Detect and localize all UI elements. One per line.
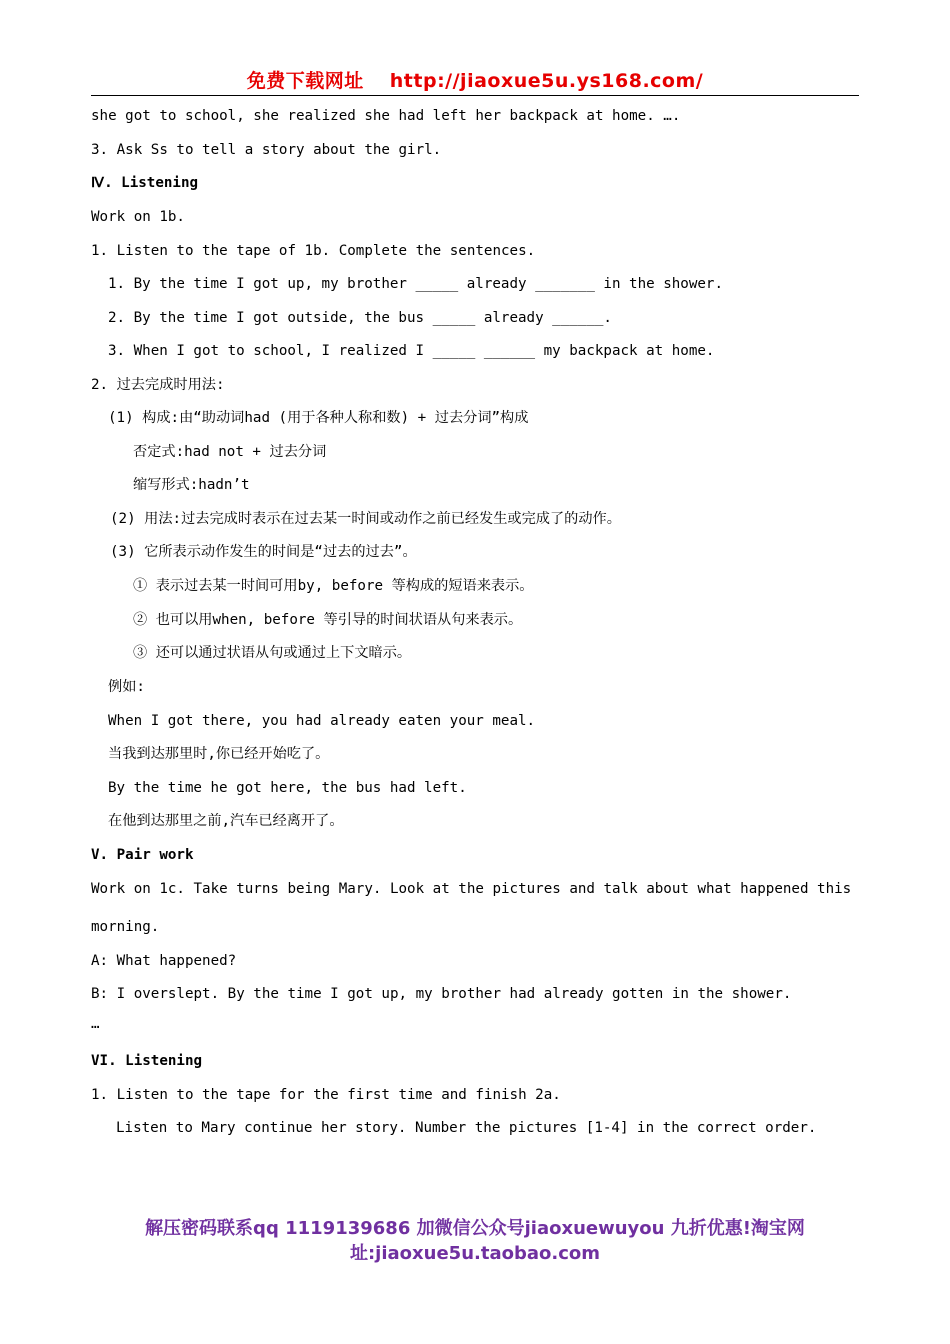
exercise-item: 1. By the time I got up, my brother _____ already _______ in the shower. — [108, 276, 723, 292]
section-heading-listening: Ⅳ. Listening — [91, 175, 199, 191]
text-line: Work on 1b. — [91, 209, 185, 225]
grammar-point: 缩写形式:hadn’t — [133, 477, 250, 493]
grammar-point: ① 表示过去某一时间可用by, before 等构成的短语来表示。 — [133, 578, 534, 594]
text-line: Work on 1c. Take turns being Mary. Look at the pictures and talk about what happened this — [91, 881, 852, 897]
section-heading-pair-work: V. Pair work — [91, 847, 194, 863]
grammar-point: ③ 还可以通过状语从句或通过上下文暗示。 — [133, 645, 412, 661]
dialogue-line: A: What happened? — [91, 953, 237, 969]
footer-banner — [91, 1216, 859, 1266]
text-line: Listen to Mary continue her story. Number the pictures [1-4] in the correct order. — [116, 1120, 817, 1136]
example-label: 例如: — [108, 679, 145, 695]
header-divider — [91, 95, 859, 96]
footer-line-2: 址:jiaoxue5u.taobao.com — [349, 1243, 600, 1264]
text-line: 3. Ask Ss to tell a story about the girl. — [91, 142, 442, 158]
grammar-point: 否定式:had not + 过去分词 — [133, 444, 327, 460]
exercise-item: 3. When I got to school, I realized I _____ ______ my backpack at home. — [108, 343, 715, 359]
text-line: morning. — [91, 919, 160, 935]
text-line: she got to school, she realized she had left her backpack at home. …. — [91, 108, 681, 124]
example-translation: 当我到达那里时,你已经开始吃了。 — [108, 746, 330, 762]
grammar-point: (1) 构成:由“助动词had (用于各种人称和数) + 过去分词”构成 — [108, 410, 529, 426]
text-line: 2. 过去完成时用法: — [91, 377, 225, 393]
grammar-point: ② 也可以用when, before 等引导的时间状语从句来表示。 — [133, 612, 523, 628]
section-heading-listening-2: VI. Listening — [91, 1053, 203, 1069]
header-url[interactable]: http://jiaoxue5u.ys168.com/ — [389, 70, 704, 92]
footer-line-1: 解压密码联系qq 1119139686 加微信公众号jiaoxuewuyou 九折优惠!淘宝网 — [145, 1218, 805, 1239]
example-translation: 在他到达那里之前,汽车已经离开了。 — [108, 813, 344, 829]
header-label: 免费下载网址 — [246, 70, 364, 92]
exercise-item: 2. By the time I got outside, the bus _____ already ______. — [108, 310, 612, 326]
example-sentence: When I got there, you had already eaten your meal. — [108, 713, 536, 729]
ellipsis: … — [91, 1016, 100, 1032]
text-line: 1. Listen to the tape of 1b. Complete the sentences. — [91, 243, 536, 259]
dialogue-line: B: I overslept. By the time I got up, my brother had already gotten in the shower. — [91, 986, 792, 1002]
example-sentence: By the time he got here, the bus had left. — [108, 780, 467, 796]
grammar-point: (3) 它所表示动作发生的时间是“过去的过去”。 — [110, 544, 417, 560]
grammar-point: (2) 用法:过去完成时表示在过去某一时间或动作之前已经发生或完成了的动作。 — [110, 511, 621, 527]
text-line: 1. Listen to the tape for the first time and finish 2a. — [91, 1087, 561, 1103]
header-banner — [91, 66, 859, 94]
